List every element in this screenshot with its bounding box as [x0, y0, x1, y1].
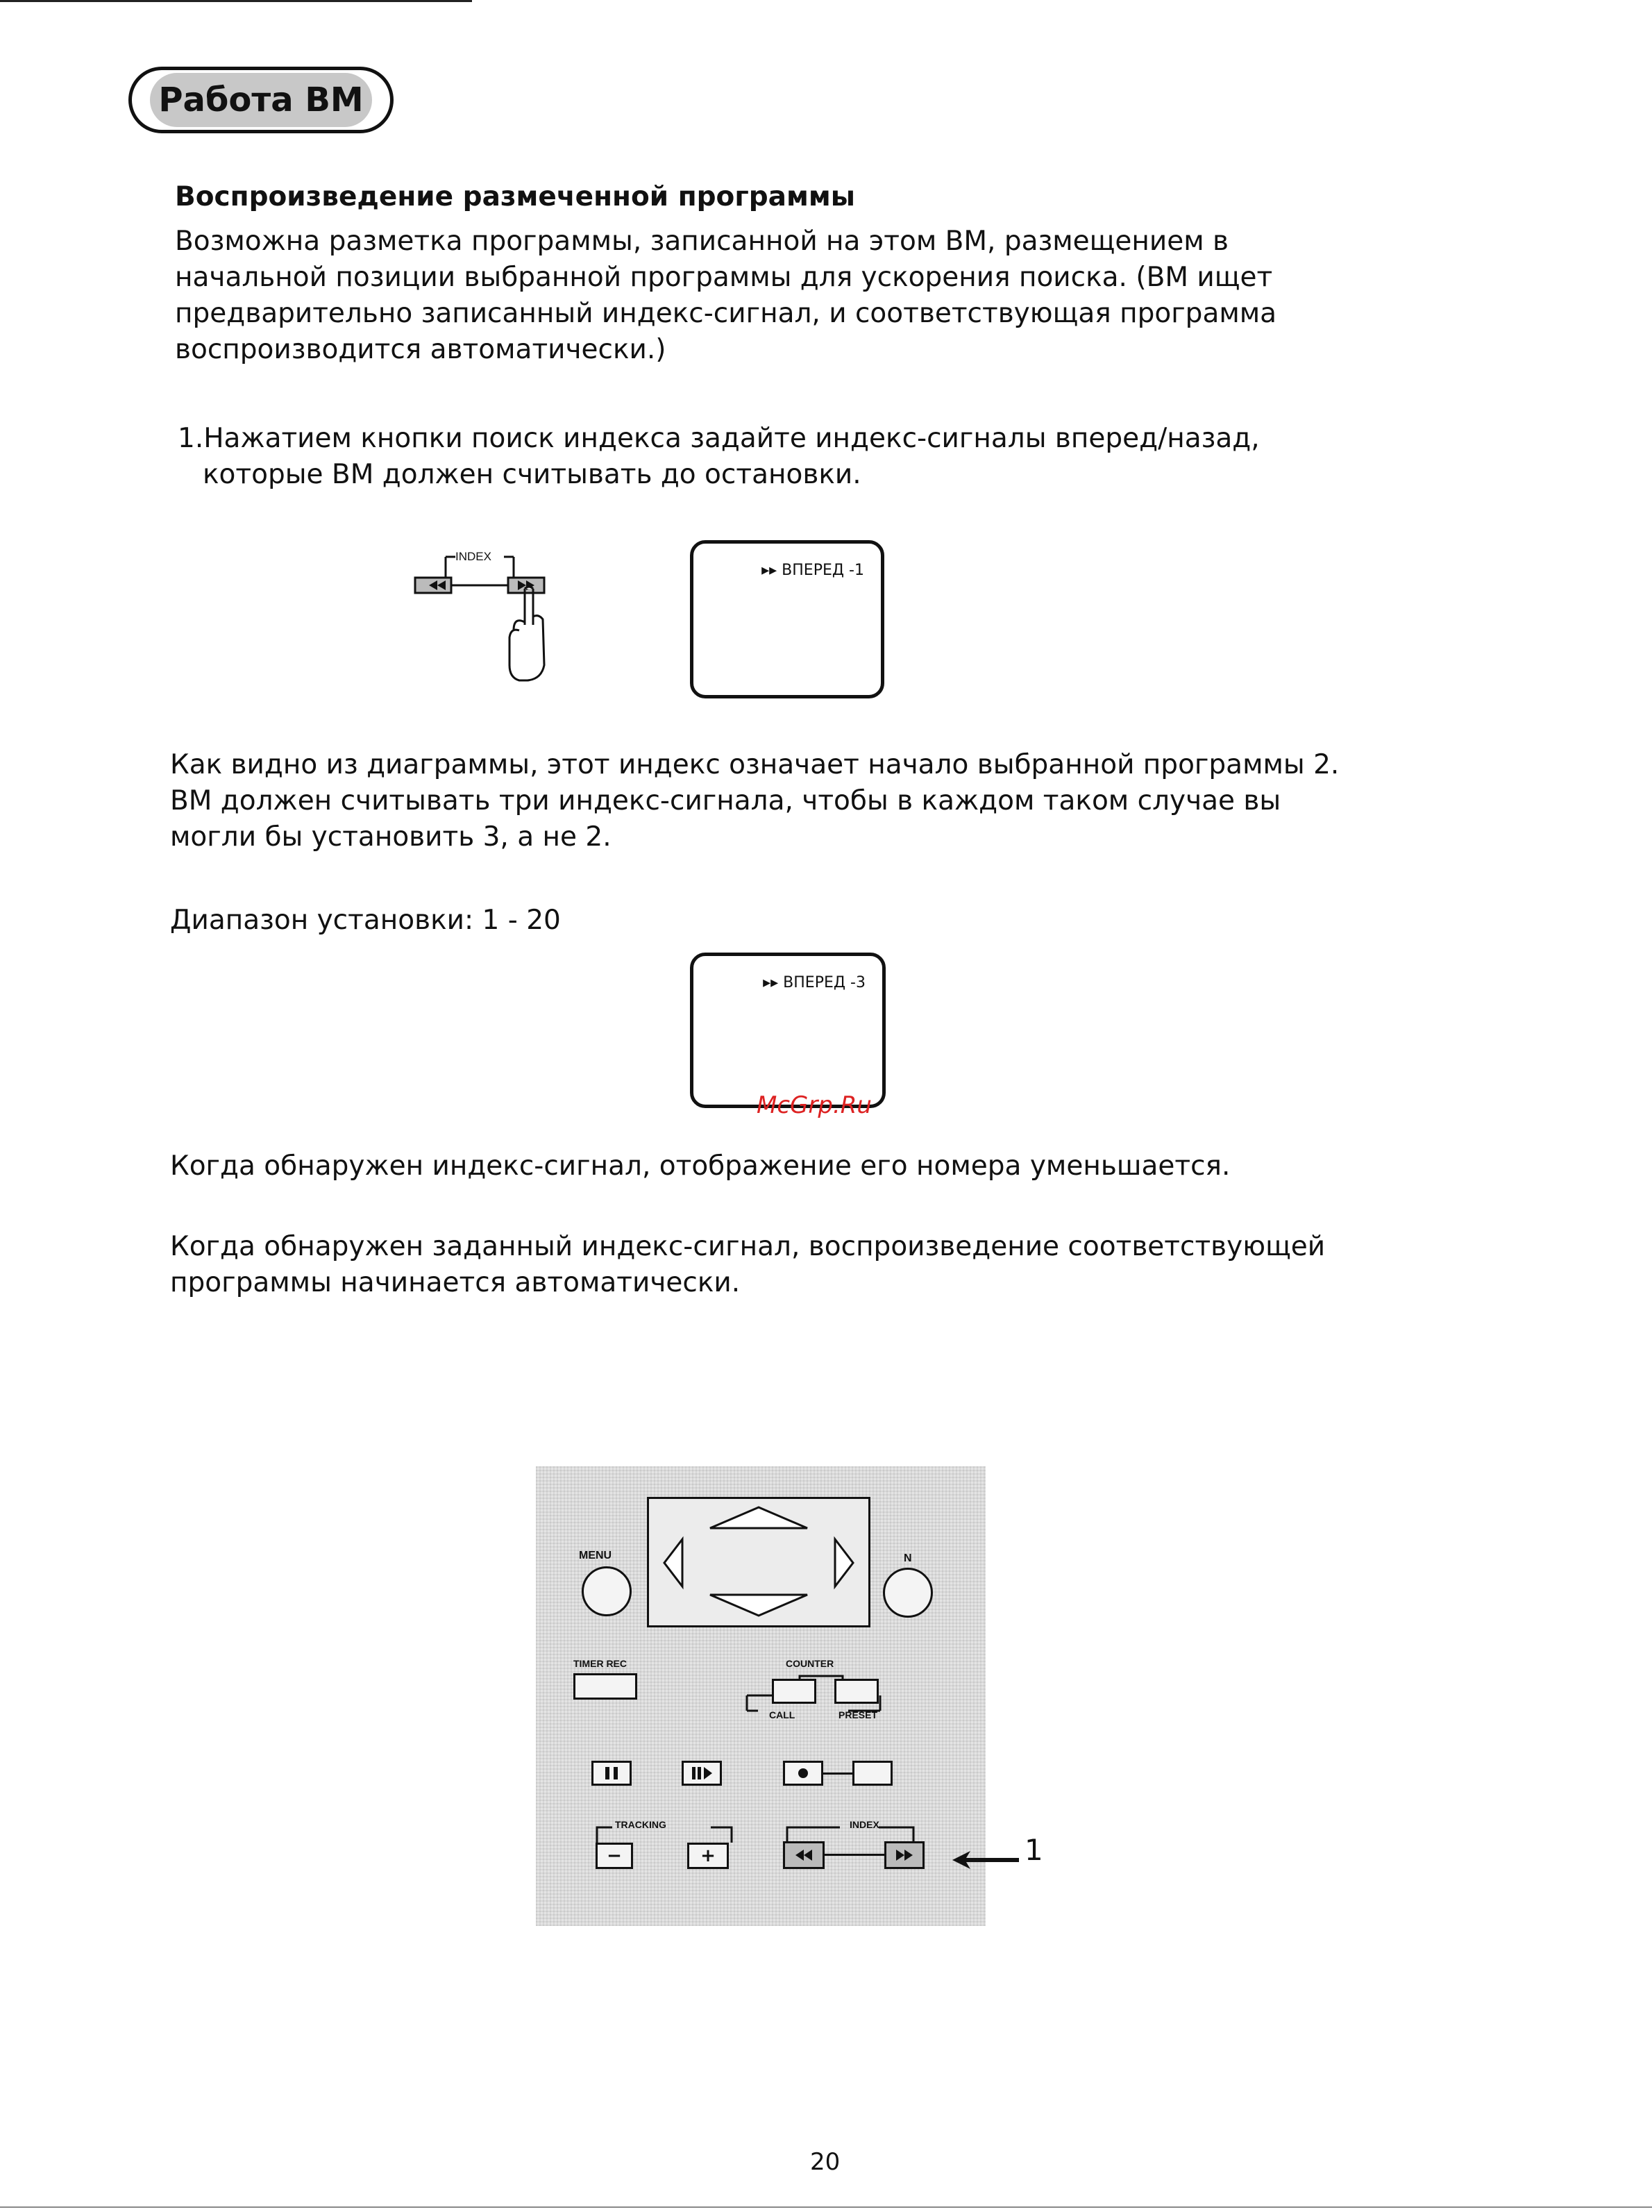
record-button[interactable]: [783, 1761, 823, 1786]
record-icon: [795, 1766, 811, 1781]
range-text: Диапазон установки: 1 - 20: [170, 905, 561, 936]
osd-screen-2: [690, 953, 886, 1108]
record-link: [823, 1773, 852, 1775]
page-number: 20: [810, 2148, 841, 2176]
para4-line-2: программы начинается автоматически.: [170, 1267, 741, 1298]
menu-label: MENU: [579, 1550, 612, 1561]
counter-label: COUNTER: [786, 1658, 834, 1669]
index-rewind-icon: [793, 1848, 815, 1862]
pointing-hand-icon: [509, 587, 544, 680]
preset-button[interactable]: [834, 1679, 879, 1704]
heading: Воспроизведение размеченной программы: [175, 181, 855, 212]
left-arrow-icon: [664, 1539, 682, 1586]
bottom-rule: [0, 2206, 1652, 2208]
tracking-bracket: [596, 1823, 734, 1844]
pause-button[interactable]: [591, 1761, 632, 1786]
para2-line-1: Как видно из диаграммы, этот индекс означает начало выбранной программы 2.: [170, 749, 1340, 780]
intro-line-3: предварительно записанный индекс-сигнал, и соответствующая программа: [175, 298, 1277, 329]
n-button[interactable]: [883, 1568, 933, 1618]
remote-control: [536, 1466, 986, 1926]
para2-line-2: ВМ должен считывать три индекс-сигнала, чтобы в каждом таком случае вы: [170, 785, 1281, 816]
callout-arrow-icon: [952, 1850, 1022, 1870]
tracking-plus-button[interactable]: +: [687, 1843, 729, 1869]
index-label: INDEX: [455, 550, 491, 563]
record-secondary-button[interactable]: [852, 1761, 893, 1786]
watermark: McGrp.Ru: [757, 1091, 872, 1119]
top-rule: [0, 0, 472, 2]
menu-button[interactable]: [582, 1566, 632, 1616]
index-link: [825, 1854, 884, 1856]
index-buttons-diagram: [410, 547, 555, 686]
callout-number: 1: [1025, 1833, 1043, 1867]
intro-line-1: Возможна разметка программы, записанной на этом ВМ, размещением в: [175, 226, 1229, 257]
index-rewind-button[interactable]: [783, 1841, 825, 1869]
down-arrow-icon: [710, 1595, 807, 1616]
pause-icon: [601, 1766, 622, 1781]
section-badge: [128, 67, 394, 133]
section-title: Работа ВМ: [150, 73, 372, 127]
preset-label: PRESET: [838, 1709, 878, 1720]
para3: Когда обнаружен индекс-сигнал, отображение его номера уменьшается.: [170, 1150, 1231, 1182]
intro-line-2: начальной позиции выбранной программы для ускорения поиска. (ВМ ищет: [175, 262, 1273, 293]
slow-button[interactable]: [682, 1761, 722, 1786]
right-arrow-icon: [835, 1539, 853, 1586]
para4-line-1: Когда обнаружен заданный индекс-сигнал, воспроизведение соответствующей: [170, 1231, 1326, 1262]
dpad-panel: [647, 1497, 870, 1627]
rewind-icon: [415, 578, 451, 593]
step1-line-1: 1.Нажатием кнопки поиск индекса задайте индекс-сигналы вперед/назад,: [178, 423, 1260, 454]
intro-line-4: воспроизводится автоматически.): [175, 334, 666, 365]
para2-line-3: могли бы установить 3, а не 2.: [170, 821, 612, 853]
step1-line-2: которые ВМ должен считывать до остановки.: [203, 459, 861, 490]
index-forward-icon: [893, 1848, 916, 1862]
up-arrow-icon: [710, 1507, 807, 1528]
osd-text-1: ▸▸ ВПЕРЕД -1: [761, 562, 864, 579]
timer-rec-label: TIMER REC: [573, 1658, 627, 1669]
call-button[interactable]: [772, 1679, 816, 1704]
index-forward-button[interactable]: [884, 1841, 925, 1869]
fast-forward-icon: [508, 578, 544, 593]
slow-play-icon: [689, 1766, 714, 1781]
n-label: N: [904, 1552, 912, 1564]
call-label: CALL: [769, 1709, 795, 1720]
osd-screen-1: [690, 540, 884, 698]
tracking-label: TRACKING: [615, 1819, 666, 1830]
timer-rec-button[interactable]: [573, 1673, 637, 1700]
tracking-minus-button[interactable]: −: [596, 1843, 633, 1869]
index-remote-label: INDEX: [850, 1819, 879, 1830]
osd-text-2: ▸▸ ВПЕРЕД -3: [763, 974, 866, 991]
